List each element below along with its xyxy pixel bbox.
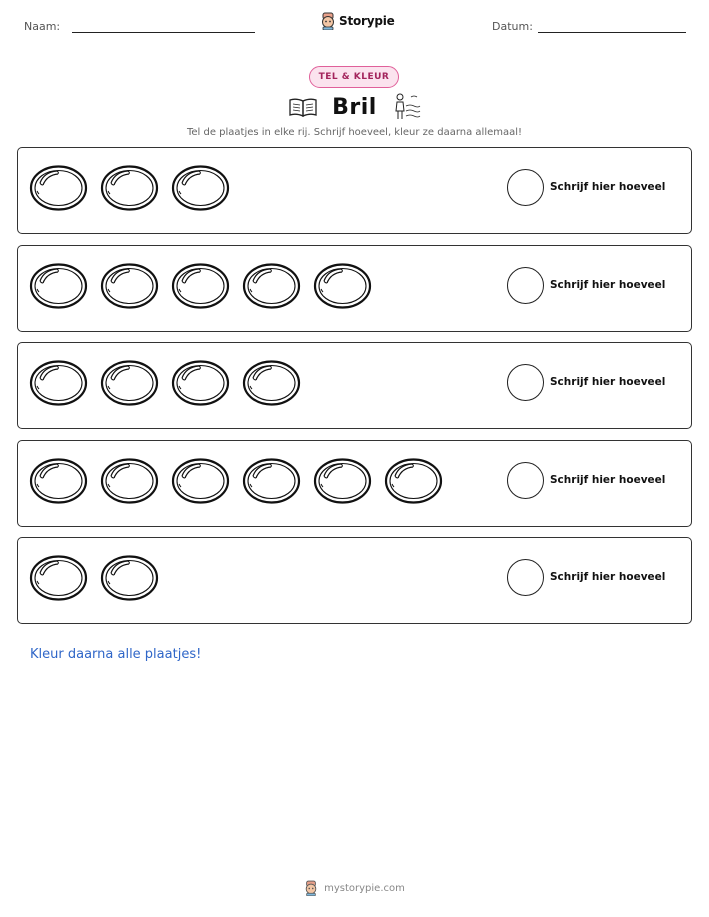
counting-row	[17, 147, 692, 234]
glasses-lens-icon[interactable]	[171, 261, 230, 311]
glasses-lens-icon[interactable]	[29, 553, 88, 603]
storypie-mascot-icon	[320, 12, 336, 30]
answer-label: Schrijf hier hoeveel	[550, 571, 666, 583]
glasses-lens-icon[interactable]	[29, 163, 88, 213]
answer-label: Schrijf hier hoeveel	[550, 474, 666, 486]
site-footer	[0, 880, 709, 896]
answer-label: Schrijf hier hoeveel	[550, 376, 666, 388]
site-url: mystorypie.com	[324, 882, 405, 894]
person-by-sea-icon	[391, 92, 421, 122]
title-row	[0, 92, 709, 122]
glasses-lens-icon[interactable]	[29, 456, 88, 506]
glasses-lens-icon[interactable]	[100, 553, 159, 603]
glasses-lens-icon[interactable]	[171, 456, 230, 506]
answer-label: Schrijf hier hoeveel	[550, 181, 666, 193]
category-badge: TEL & KLEUR	[309, 66, 399, 88]
glasses-lens-icon[interactable]	[100, 358, 159, 408]
glasses-lens-icon[interactable]	[171, 358, 230, 408]
glasses-lens-icon[interactable]	[313, 261, 372, 311]
glasses-lens-icon[interactable]	[171, 163, 230, 213]
brand-name: Storypie	[339, 14, 395, 28]
footer-note: Kleur daarna alle plaatjes!	[30, 647, 202, 662]
glasses-lens-icon[interactable]	[313, 456, 372, 506]
date-line[interactable]	[538, 32, 686, 33]
page-title: Bril	[332, 94, 377, 120]
date-label: Datum:	[492, 20, 533, 33]
answer-circle[interactable]	[507, 169, 544, 206]
glasses-lens-icon[interactable]	[100, 163, 159, 213]
glasses-lens-icon[interactable]	[29, 358, 88, 408]
glasses-lens-icon[interactable]	[100, 261, 159, 311]
glasses-lens-icon[interactable]	[29, 261, 88, 311]
open-book-icon	[288, 96, 318, 118]
picture-group	[29, 553, 159, 603]
glasses-lens-icon[interactable]	[242, 358, 301, 408]
instruction-text: Tel de plaatjes in elke rij. Schrijf hoeveel, kleur ze daarna allemaal!	[186, 127, 523, 138]
glasses-lens-icon[interactable]	[242, 261, 301, 311]
name-line[interactable]	[72, 32, 255, 33]
counting-row	[17, 440, 692, 527]
name-label: Naam:	[24, 20, 61, 33]
glasses-lens-icon[interactable]	[242, 456, 301, 506]
picture-group	[29, 163, 230, 213]
counting-row	[17, 245, 692, 332]
brand-logo	[320, 12, 395, 30]
answer-label: Schrijf hier hoeveel	[550, 279, 666, 291]
answer-circle[interactable]	[507, 267, 544, 304]
picture-group	[29, 261, 372, 311]
counting-row	[17, 537, 692, 624]
picture-group	[29, 358, 301, 408]
answer-circle[interactable]	[507, 364, 544, 401]
storypie-mascot-icon	[304, 880, 318, 896]
answer-circle[interactable]	[507, 559, 544, 596]
glasses-lens-icon[interactable]	[100, 456, 159, 506]
counting-row	[17, 342, 692, 429]
glasses-lens-icon[interactable]	[384, 456, 443, 506]
answer-circle[interactable]	[507, 462, 544, 499]
picture-group	[29, 456, 443, 506]
